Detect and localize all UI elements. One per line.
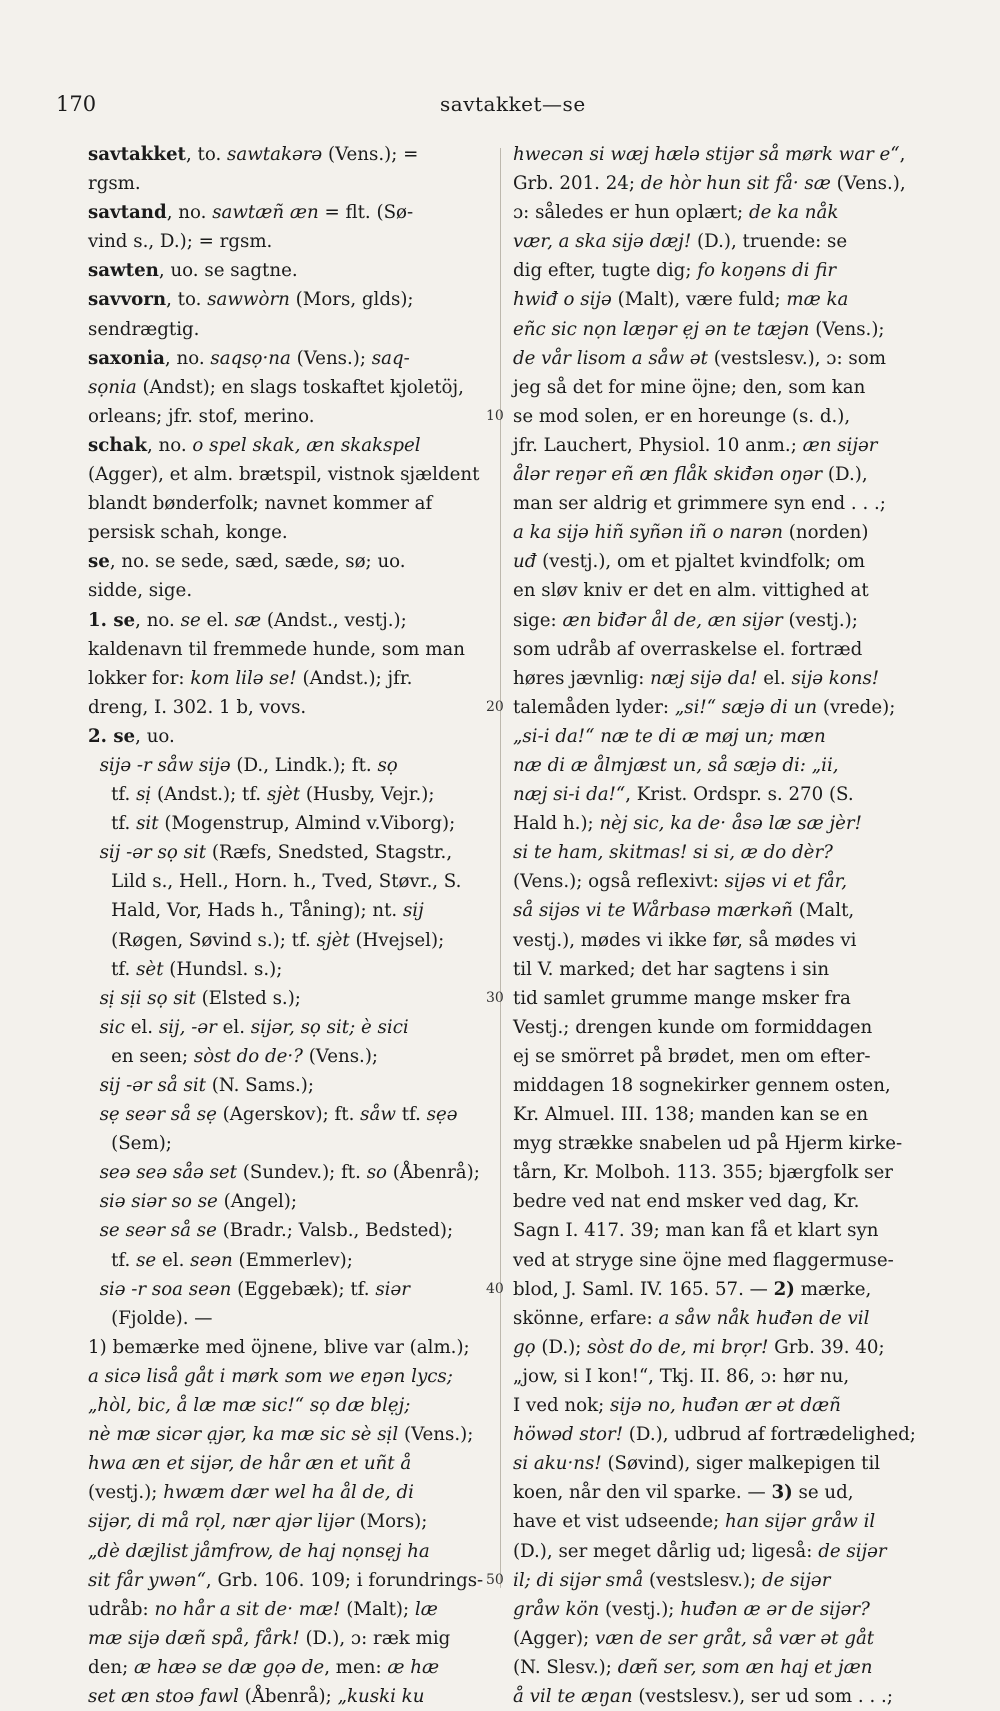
text-line: a ka sijə hiñ syñən iñ o narən (norden) bbox=[513, 522, 869, 544]
text-line: se seər så se (Bradr.; Valsb., Bedsted); bbox=[99, 1220, 454, 1242]
text-line: blod, J. Saml. IV. 165. 57. — 2) mærke, bbox=[513, 1278, 872, 1300]
text-line: seə seə såə set (Sundev.); ft. so (Åbenrå); bbox=[99, 1162, 480, 1184]
text-line: (Agger), et alm. brætspil, vistnok sjældent bbox=[88, 464, 480, 486]
text-line: savtand, no. sawtæñ æn = flt. (Sø- bbox=[88, 202, 414, 224]
running-head: savtakket—se bbox=[440, 92, 586, 116]
text-line: si te ham, skitmas! si si, æ do dèr? bbox=[513, 842, 833, 864]
text-line: dreng, I. 302. 1 b, vovs. bbox=[88, 696, 307, 718]
text-line: höwəd stor! (D.), udbrud af fortrædelighed; bbox=[513, 1424, 916, 1446]
text-line: rgsm. bbox=[88, 173, 141, 195]
text-line: kaldenavn til fremmede hunde, som man bbox=[88, 638, 465, 660]
text-line: Vestj.; drengen kunde om formiddagen bbox=[513, 1016, 873, 1038]
text-line: sige: æn biđər ål de, æn sijər (vestj.); bbox=[513, 609, 858, 631]
text-line: savtakket, to. sawtakərə (Vens.); = bbox=[88, 144, 419, 165]
text-line: (Agger); væn de ser gråt, så vær ət gåt bbox=[513, 1627, 875, 1649]
text-line: orleans; jfr. stof, merino. bbox=[88, 405, 315, 427]
text-line: blandt bønderfolk; navnet kommer af bbox=[88, 493, 433, 515]
text-line: mæ sijə dæñ spå, fårk! (D.), ɔ: ræk mig bbox=[88, 1627, 451, 1649]
text-line: til V. marked; det har sagtens i sin bbox=[513, 958, 830, 980]
text-line: tårn, Kr. Molboh. 113. 355; bjærgfolk ser bbox=[513, 1162, 893, 1184]
text-line: hwecən si wæj hælə stijər så mørk war e“, bbox=[513, 144, 906, 165]
text-line: „hòl, bic, å læ mæ sic!“ sọ dæ blẹj; bbox=[88, 1395, 411, 1417]
text-line: sẹ seər så sẹ (Agerskov); ft. såw tf. sẹə bbox=[99, 1104, 458, 1126]
text-line: sic el. sij, -ər el. sijər, sọ sit; è sici bbox=[99, 1016, 409, 1038]
text-line: lokker for: kom lilə se! (Andst.); jfr. bbox=[88, 667, 413, 689]
text-line: persisk schah, konge. bbox=[88, 522, 288, 544]
text-line: Sagn I. 417. 39; man kan få et klart syn bbox=[513, 1220, 879, 1242]
text-line: il; di sijər små (vestslesv.); de sijər bbox=[513, 1569, 831, 1591]
text-line: vind s., D.); = rgsm. bbox=[88, 231, 273, 253]
text-line: bedre ved nat end msker ved dag, Kr. bbox=[513, 1191, 860, 1213]
text-line: siə -r soa seən (Eggebæk); tf. siər bbox=[99, 1278, 410, 1300]
text-line: ɔ: således er hun oplært; de ka nåk bbox=[513, 202, 839, 224]
text-line: hwiđ o sijə (Malt), være fuld; mæ ka bbox=[513, 289, 849, 311]
line-number: 30 bbox=[486, 989, 504, 1006]
text-line: Grb. 201. 24; de hòr hun sit få· sæ (Vens.), bbox=[513, 173, 906, 195]
text-line: sawten, uo. se sagtne. bbox=[88, 260, 298, 282]
text-line: så sijəs vi te Wårbasə mærkəñ (Malt, bbox=[513, 900, 855, 922]
text-line: tf. sèt (Hundsl. s.); bbox=[88, 958, 283, 980]
text-line: se, no. se sede, sæd, sæde, sø; uo. bbox=[88, 551, 406, 573]
text-line: den; æ hæə se dæ gọə de, men: æ hæ bbox=[88, 1656, 440, 1678]
column-divider bbox=[500, 148, 501, 1588]
text-line: ved at stryge sine öjne med flaggermuse- bbox=[513, 1249, 894, 1271]
text-line: (vestj.); hwæm dær wel ha ål de, di bbox=[88, 1482, 414, 1504]
text-line: „si-i da!“ næ te di æ møj un; mæn bbox=[513, 725, 826, 747]
text-line: middagen 18 sognekirker gennem osten, bbox=[513, 1075, 891, 1096]
text-line: I ved nok; sijə no, huđən ær ət dæñ bbox=[513, 1395, 841, 1417]
text-line: dig efter, tugte dig; fo koŋəns di fir bbox=[513, 260, 837, 282]
text-line: myg strække snabelen ud på Hjerm kirke- bbox=[513, 1133, 903, 1155]
text-line: Lild s., Hell., Horn. h., Tved, Støvr., S. bbox=[88, 871, 462, 893]
text-line: „dè dæjlist jåmfrow, de haj nọnsẹj ha bbox=[88, 1540, 430, 1562]
text-line: skönne, erfare: a såw nåk huđən de vil bbox=[513, 1307, 870, 1329]
text-line: vær, a ska sijə dæj! (D.), truende: se bbox=[513, 231, 848, 253]
text-line: have et vist udseende; han sijər gråw il bbox=[513, 1511, 876, 1533]
text-line: tf. sit (Mogenstrup, Almind v.Viborg); bbox=[88, 813, 456, 835]
left-column bbox=[88, 140, 493, 1711]
text-line: gọ (D.); sòst do de, mi brọr! Grb. 39. 40; bbox=[513, 1336, 885, 1358]
text-line: uđ (vestj.), om et pjaltet kvindfolk; om bbox=[513, 551, 866, 573]
text-line: schak, no. o spel skak, æn skakspel bbox=[88, 434, 421, 456]
text-line: nè mæ sicər ạjər, ka mæ sic sè sịl (Vens.); bbox=[88, 1424, 474, 1446]
text-line: saxonia, no. saqsọ·na (Vens.); saq- bbox=[88, 347, 410, 369]
text-line: talemåden lyder: „si!“ sæjə di un (vrede); bbox=[513, 696, 896, 718]
text-line: tf. sị (Andst.); tf. sjèt (Husby, Vejr.); bbox=[88, 784, 435, 806]
text-line: en seen; sòst do de·? (Vens.); bbox=[88, 1045, 379, 1067]
text-line: sendrægtig. bbox=[88, 318, 200, 340]
text-line: sijər, di må rọl, nær ajər lijər (Mors); bbox=[88, 1511, 428, 1533]
text-line: Hald h.); nèj sic, ka de· åsə læ sæ jèr! bbox=[513, 813, 862, 835]
text-line: ålər reŋər eñ æn flåk skiđən oŋər (D.), bbox=[513, 464, 868, 486]
text-line: høres jævnlig: næj sijə da! el. sijə kons! bbox=[513, 667, 880, 689]
text-line: de vår lisom a såw ət (vestslesv.), ɔ: som bbox=[513, 347, 886, 369]
text-line: eñc sic nọn læŋər ẹj ən te tæjən (Vens.); bbox=[513, 318, 885, 340]
text-line: jeg så det for mine öjne; den, som kan bbox=[513, 376, 866, 398]
text-line: sijə -r såw sijə (D., Lindk.); ft. sọ bbox=[99, 754, 398, 776]
text-line: (Sem); bbox=[88, 1133, 172, 1155]
text-line: udråb: no hår a sit de· mæ! (Malt); læ bbox=[88, 1598, 438, 1620]
line-number: 10 bbox=[486, 407, 504, 424]
text-line: tf. se el. seən (Emmerlev); bbox=[88, 1249, 353, 1271]
text-line: (D.), ser meget dårlig ud; ligeså: de sijər bbox=[513, 1540, 887, 1562]
text-line: 1. se, no. se el. sæ (Andst., vestj.); bbox=[88, 609, 407, 631]
line-number: 40 bbox=[486, 1280, 504, 1297]
text-line: a sicə liså gåt i mørk som we eŋən lycs; bbox=[88, 1365, 453, 1387]
text-line: siə siər so se (Angel); bbox=[99, 1191, 297, 1213]
text-line: 2. se, uo. bbox=[88, 725, 175, 747]
text-line: sij -ər så sit (N. Sams.); bbox=[99, 1075, 315, 1096]
text-line: si aku·ns! (Søvind), siger malkepigen til bbox=[513, 1453, 881, 1475]
text-line: jfr. Lauchert, Physiol. 10 anm.; æn sijər bbox=[513, 434, 878, 456]
text-line: en sløv kniv er det en alm. vittighed at bbox=[513, 580, 869, 602]
text-line: Hald, Vor, Hads h., Tåning); nt. sij bbox=[88, 900, 424, 922]
text-line: Kr. Almuel. III. 138; manden kan se en bbox=[513, 1104, 869, 1126]
text-line: tid samlet grumme mange msker fra bbox=[513, 987, 851, 1009]
text-line: som udråb af overraskelse el. fortræd bbox=[513, 638, 863, 660]
text-line: koen, når den vil sparke. — 3) se ud, bbox=[513, 1482, 854, 1504]
text-line: å vil te æŋan (vestslesv.), ser ud som . . .; bbox=[513, 1685, 893, 1707]
text-line: næj si-i da!“, Krist. Ordspr. s. 270 (S. bbox=[513, 784, 854, 806]
right-column bbox=[513, 140, 953, 1711]
text-line: sij -ər sọ sit (Ræfs, Snedsted, Stagstr., bbox=[99, 842, 453, 864]
text-line: se mod solen, er en horeunge (s. d.), bbox=[513, 405, 851, 427]
text-line: set æn stoə fawl (Åbenrå); „kuski ku bbox=[88, 1685, 425, 1707]
text-line: 1) bemærke med öjnene, blive var (alm.); bbox=[88, 1336, 470, 1358]
text-line: ej se smörret på brødet, men om efter- bbox=[513, 1045, 871, 1067]
line-number: 20 bbox=[486, 698, 504, 715]
text-line: (N. Slesv.); dæñ ser, som æn haj et jæn bbox=[513, 1656, 873, 1678]
text-line: „jow, si I kon!“, Tkj. II. 86, ɔ: hør nu, bbox=[513, 1365, 850, 1387]
line-number: 50 bbox=[486, 1571, 504, 1588]
text-line: sidde, sige. bbox=[88, 580, 193, 602]
text-line: (Vens.); også reflexivt: sijəs vi et får, bbox=[513, 871, 848, 893]
text-line: hwa æn et sijər, de hår æn et uñt å bbox=[88, 1453, 412, 1475]
text-line: vestj.), mødes vi ikke før, så mødes vi bbox=[513, 929, 857, 951]
text-line: sit får ywən“, Grb. 106. 109; i forundrings- bbox=[88, 1569, 484, 1591]
text-line: næ di æ ålmjæst un, så sæjə di: „ii, bbox=[513, 754, 839, 776]
page-number: 170 bbox=[56, 92, 97, 116]
text-line: (Røgen, Søvind s.); tf. sjèt (Hvejsel); bbox=[88, 929, 445, 951]
text-line: savvorn, to. sawwòrn (Mors, glds); bbox=[88, 289, 414, 311]
text-line: sị sịi sọ sit (Elsted s.); bbox=[99, 987, 301, 1009]
text-line: gråw kön (vestj.); huđən æ ər de sijər? bbox=[513, 1598, 870, 1620]
text-line: man ser aldrig et grimmere syn end . . .; bbox=[513, 493, 886, 515]
text-line: sọnia (Andst); en slags toskaftet kjoletöj, bbox=[88, 376, 464, 398]
text-line: (Fjolde). — bbox=[88, 1307, 213, 1329]
